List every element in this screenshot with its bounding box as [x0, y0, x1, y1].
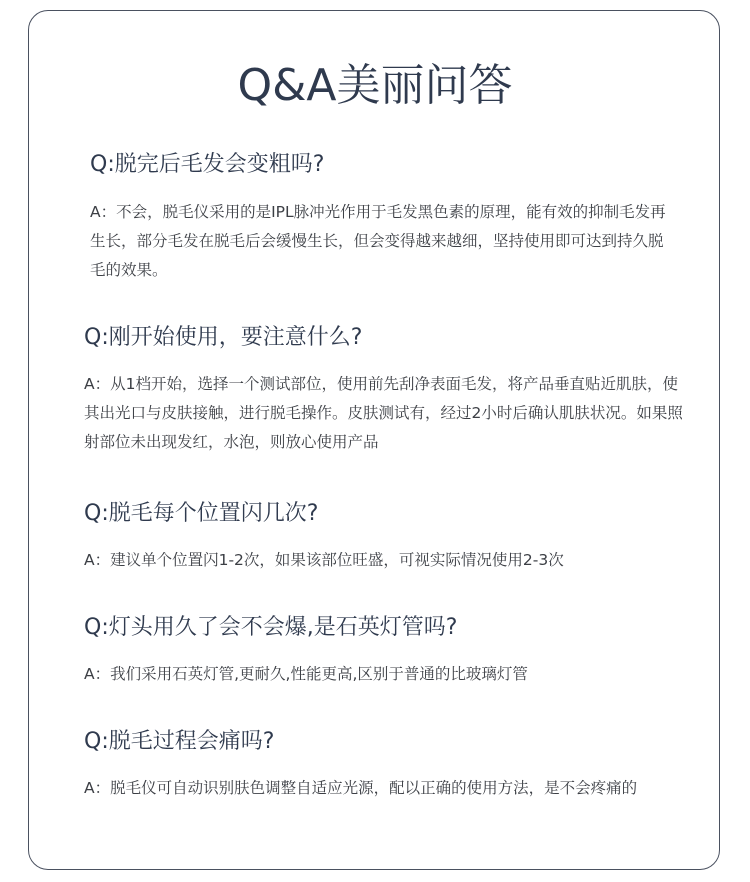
question-3: Q:脱毛每个位置闪几次? [84, 501, 319, 526]
answer-4: A：我们采用石英灯管,更耐久,性能更高,区别于普通的比玻璃灯管 [84, 665, 528, 683]
question-4: Q:灯头用久了会不会爆,是石英灯管吗? [84, 615, 458, 640]
answer-1: A：不会，脱毛仪采用的是IPL脉冲光作用于毛发黑色素的原理，能有效的抑制毛发再生长，部分毛发在脱毛后会缓慢生长，但会变得越来越细，坚持使用即可达到持久脱毛的效果。 [90, 203, 666, 279]
question-1: Q:脱完后毛发会变粗吗? [90, 152, 325, 177]
question-5: Q:脱毛过程会痛吗? [84, 729, 275, 754]
qa-item-3 [84, 499, 684, 575]
answer-2: A：从1档开始，选择一个测试部位，使用前先刮净表面毛发，将产品垂直贴近肌肤，使其出光口与皮肤接触，进行脱毛操作。皮肤测试有，经过2小时后确认肌肤状况。如果照射部位未出现发红，水泡，则放心使用产品 [84, 375, 683, 451]
question-2: Q:刚开始使用，要注意什么? [84, 325, 363, 350]
qa-item-5 [84, 727, 684, 803]
qa-item-4 [84, 613, 684, 689]
qa-item-2 [84, 323, 684, 457]
qa-item-1 [90, 150, 690, 285]
answer-5: A：脱毛仪可自动识别肤色调整自适应光源，配以正确的使用方法，是不会疼痛的 [84, 779, 638, 797]
page-title: Q&A美丽问答 [237, 60, 513, 111]
answer-3: A：建议单个位置闪1-2次，如果该部位旺盛，可视实际情况使用2-3次 [84, 551, 564, 569]
